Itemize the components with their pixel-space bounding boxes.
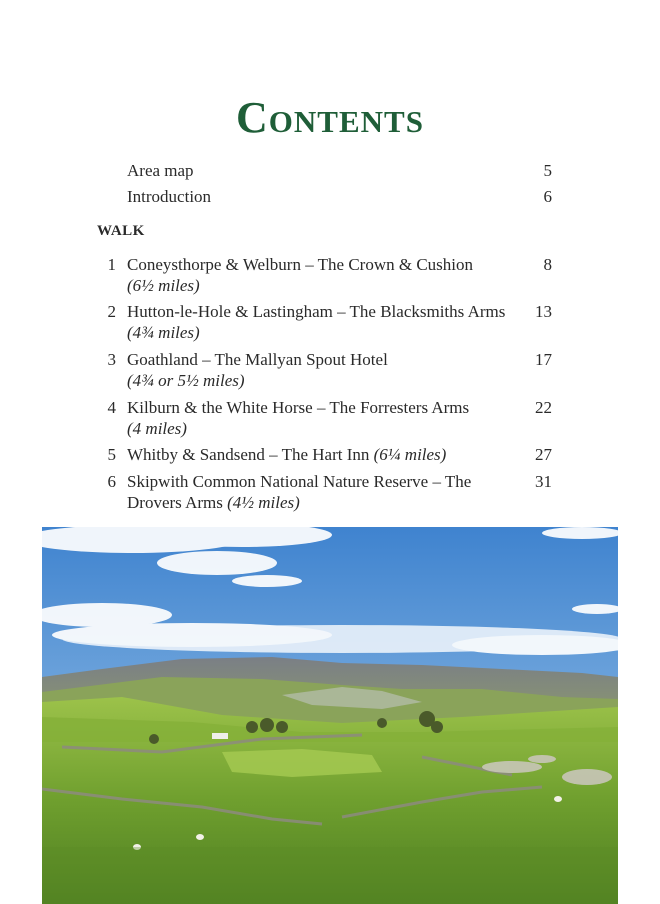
walk-number: 4 (107, 398, 116, 417)
walk-title (127, 254, 522, 296)
walk-title-text: Kilburn & the White Horse – The Forresters Arms (127, 398, 470, 417)
walk-distance: (4¾ or 5½ miles) (127, 371, 245, 390)
walk-distance: (6½ miles) (127, 276, 200, 295)
walk-title (127, 444, 522, 465)
walk-number: 5 (107, 445, 116, 464)
walk-title (127, 349, 522, 391)
walk-title-text: Whitby & Sandsend – The Hart Inn (127, 445, 370, 464)
walk-title-text: Skipwith Common National Nature Reserve – The Drovers Arms (127, 472, 472, 512)
landscape-illustration (42, 527, 618, 904)
walk-distance: (4½ miles) (227, 493, 300, 512)
walk-title-text: Coneysthorpe & Welburn – The Crown & Cushion (127, 255, 474, 274)
toc-entry-label: Area map (127, 161, 194, 180)
walk-distance: (4 miles) (127, 419, 187, 438)
walk-title-text: Goathland – The Mallyan Spout Hotel (127, 350, 388, 369)
walk-page: 31 (535, 472, 552, 491)
walk-heading: WALK (97, 223, 145, 239)
walk-page: 13 (535, 302, 552, 321)
walk-page: 27 (535, 445, 552, 464)
page-title: Contents (236, 93, 424, 142)
farmhouse (212, 733, 228, 739)
walk-number: 3 (107, 350, 116, 369)
walk-distance: (6¼ miles) (373, 445, 447, 464)
walk-title (127, 301, 519, 343)
walk-page: 8 (543, 255, 552, 274)
walk-number: 6 (107, 472, 116, 491)
toc-entry-page: 5 (543, 161, 552, 180)
walk-page: 22 (535, 398, 552, 417)
walk-title (127, 471, 497, 513)
walk-number: 2 (107, 302, 116, 321)
walk-title-text: Hutton-le-Hole & Lastingham – The Blacksmiths Arms (127, 302, 506, 321)
toc-entry-page: 6 (543, 187, 552, 206)
walk-distance: (4¾ miles) (127, 323, 200, 342)
toc-entry-label: Introduction (127, 187, 212, 206)
walk-title (127, 397, 472, 439)
walk-page: 17 (535, 350, 552, 369)
landscape-photo (42, 527, 618, 904)
walk-number: 1 (107, 255, 116, 274)
